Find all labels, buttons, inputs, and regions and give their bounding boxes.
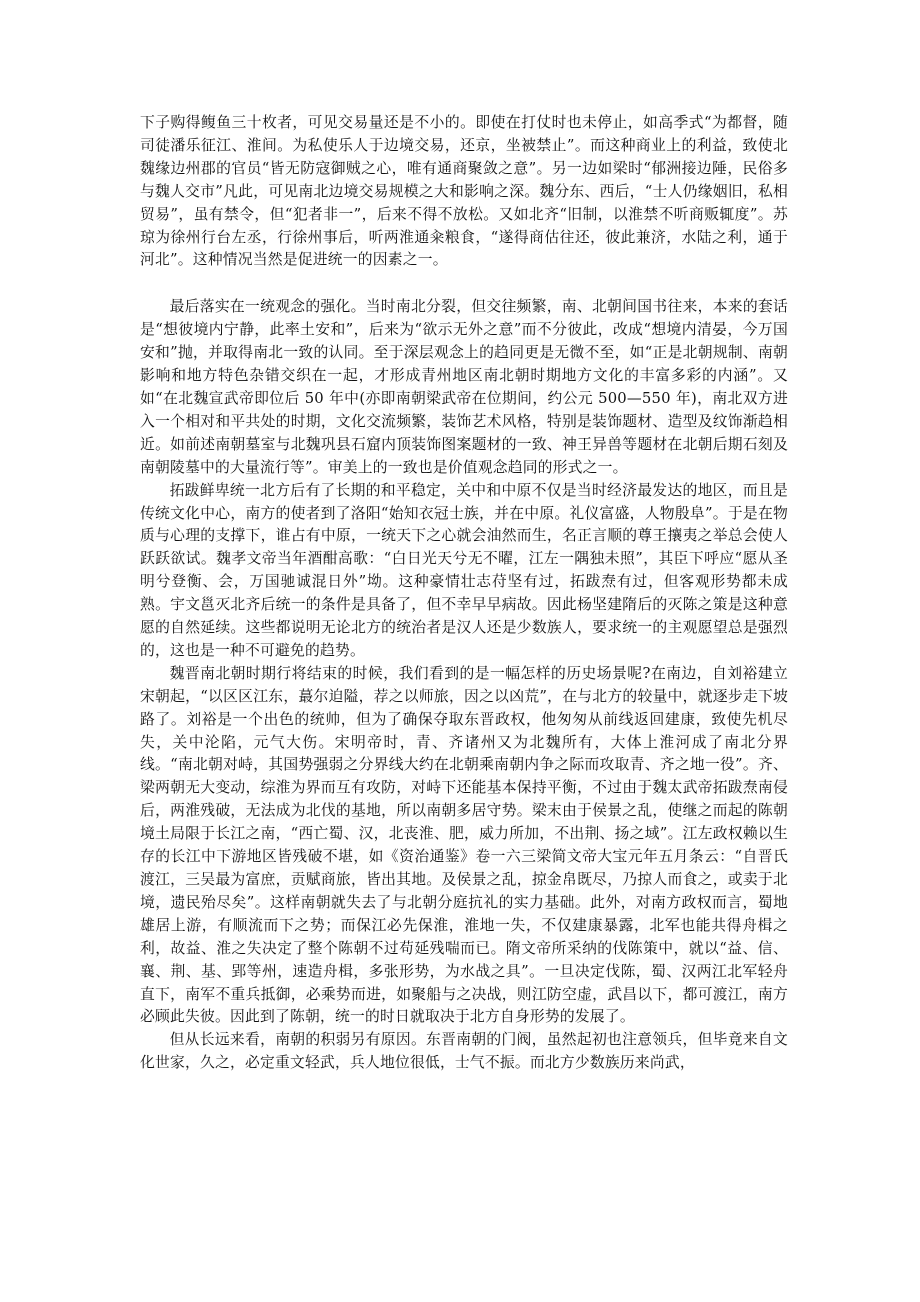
paragraph-south-north-situation: 魏晋南北朝时期行将结束的时候，我们看到的是一幅怎样的历史场景呢?在南边，自刘裕建立宋朝起，“以区区江东，蕞尔迫隘，荐之以师旅，因之以凶荒”，在与北方的较量中，就逐步走下坡路了。刘裕是一个出色的统帅，但为了确保夺取东晋政权，他匆匆从前线返回建康，致使先机尽失，关中沦陷，元气大伤。宋明帝时，青、齐诸州又为北魏所有，大体上淮河成了南北分界线。“南北朝对峙，其国势强弱之分界线大约在北朝乘南朝内争之际而攻取青、齐之地一役”。齐、梁两朝无大变动，综淮为界而互有攻防，对峙下还能基本保持平衡，不过由于魏太武帝拓跋焘南侵后，两淮残破，无法成为北伐的基地，所以南朝多居守势。梁末由于侯景之乱，使继之而起的陈朝境土局限于长江之南，“西亡蜀、汉，北丧淮、肥，威力所加，不出荆、扬之域”。江左政权赖以生存的长江中下游地区皆残破不堪，如《资治通鉴》卷一六三梁简文帝大宝元年五月条云：“自晋氏渡江，三吴最为富庶，贡赋商旅，皆出其地。及侯景之乱，掠金帛既尽，乃掠人而食之，或卖于北境，遗民殆尽矣”。这样南朝就失去了与北朝分庭抗礼的实力基础。此外，对南方政权而言，蜀地雄居上游，有顺流而下之势；而保江必先保淮，淮地一失，不仅建康暴露，北军也能共得舟楫之利，故益、淮之失决定了整个陈朝不过苟延残喘而已。隋文帝所采纳的伐陈策中，就以“益、信、襄、荆、基、郢等州，速造舟楫，多张形势，为水战之具”。一旦决定伐陈，蜀、汉两江北军轻舟直下，南军不重兵抵御，必乘势而进，如聚船与之决战，则江防空虚，武昌以下，都可渡江，南方必顾此失彼。因此到了陈朝，统一的时日就取决于北方自身形势的发展了。 [140, 664, 788, 1026]
paragraph-trade: 下子购得鳆鱼三十枚者，可见交易量还是不小的。即使在打仗时也未停止，如高季式“为都督，随司徒潘乐征江、淮间。为私使乐人于边境交易，还京，坐被禁止”。而这种商业上的利益，致使北魏缘边州郡的官员“皆无防寇御贼之心，唯有通商聚敛之意”。另一边如梁时“郁洲接边陲，民俗多与魏人交市”凡此，可见南北边境交易规模之大和影响之深。魏分东、西后，“士人仍缘姻旧，私相贸易”，虽有禁令，但“犯者非一”，后来不得不放松。又如北齐“旧制，以淮禁不听商贩辄度”。苏琼为徐州行台左丞，行徐州事后，听两淮通籴粮食，“遂得商估往还，彼此兼济，水陆之利，通于河北”。这种情况当然是促进统一的因素之一。 [140, 114, 788, 269]
paragraph-tuoba-unification: 拓跋鲜卑统一北方后有了长期的和平稳定，关中和中原不仅是当时经济最发达的地区，而且是传统文化中心，南方的使者到了洛阳“始知衣冠士族，并在中原。礼仪富盛，人物殷阜”。于是在物质与心理的支撑下，谁占有中原，一统天下之心就会油然而生，名正言顺的尊王攘夷之举总会使人跃跃欲试。魏孝文帝当年酒酣高歌：“白日光天兮无不曜，江左一隅独未照”，其臣下呼应“愿从圣明兮登衡、会，万国驰诚混日外”坳。这种豪情壮志苻坚有过，拓跋焘有过，但客观形势都未成熟。宇文邕灭北齐后统一的条件是具备了，但不幸早早病故。因此杨坚建隋后的灭陈之策是这种意愿的自然延续。这些都说明无论北方的统治者是汉人还是少数族人，要求统一的主观愿望总是强烈的，这也是一种不可避免的趋势。 [140, 481, 788, 659]
paragraph-southern-weakness: 但从长远来看，南朝的积弱另有原因。东晋南朝的门阀，虽然起初也注意领兵，但毕竟来自文化世家，久之，必定重文轻武，兵人地位很低，士气不振。而北方少数族历来尚武， [140, 1031, 788, 1072]
document-page [140, 112, 788, 1075]
paragraph-unity-concept: 最后落实在一统观念的强化。当时南北分裂，但交往频繁，南、北朝间国书往来，本来的套话是“想彼境内宁静，此率土安和”，后来为“欲示无外之意”而不分彼此，改成“想境内清晏，今万国安和”抛，并取得南北一致的认同。至于深层观念上的趋同更是无微不至，如“正是北朝规制、南朝影响和地方特色杂错交织在一起，才形成青州地区南北朝时期地方文化的丰富多彩的内涵”。又如“在北魏宣武帝即位后 50 年中(亦即南朝梁武帝在位期间，约公元 500—550 年)，南北双方进入一个相对和平共处的时期，文化交流频繁，装饰艺术风格，特别是装饰题材、造型及纹饰渐趋相近。如前述南朝墓室与北魏巩县石窟内顶装饰图案题材的一致、神王异兽等题材在北朝后期石刻及南朝陵墓中的大量流行等”。审美上的一致也是价值观念趋同的形式之一。 [140, 298, 788, 476]
